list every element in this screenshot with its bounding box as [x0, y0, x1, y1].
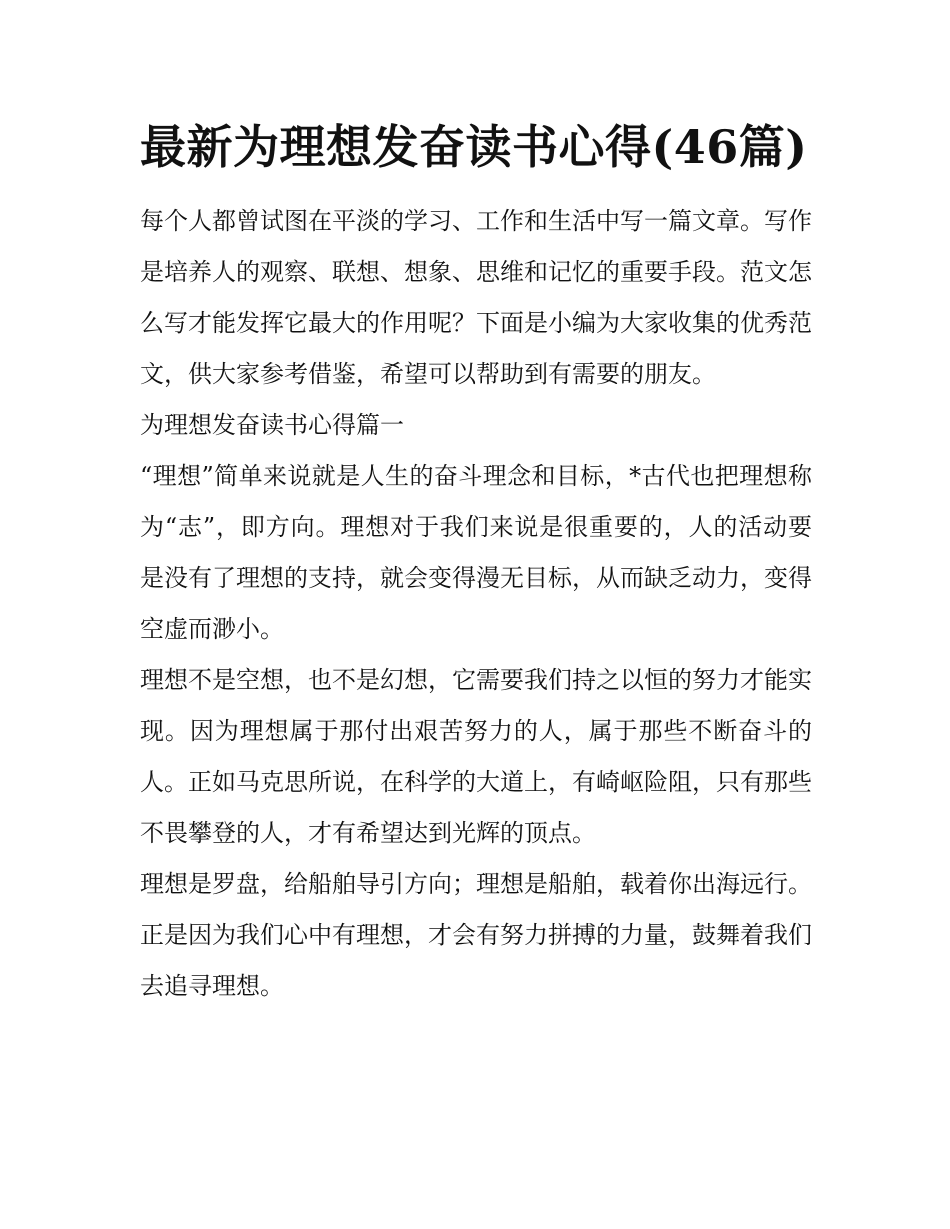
- body-paragraph: “理想”简单来说就是人生的奋斗理念和目标，*古代也把理想称为“志”，即方向。理想对于我们来说是很重要的，人的活动要是没有了理想的支持，就会变得漫无目标，从而缺乏动力，变得空虚而渺小。: [140, 462, 812, 643]
- document-title: 最新为理想发奋读书心得(46篇): [140, 120, 808, 174]
- body-paragraph: 理想不是空想，也不是幻想，它需要我们持之以恒的努力才能实现。因为理想属于那付出艰苦努力的人，属于那些不断奋斗的人。正如马克思所说，在科学的大道上，有崎岖险阻，只有那些不畏攀登的人，才有希望达到光辉的顶点。: [140, 666, 812, 847]
- section-heading: 为理想发奋读书心得篇一: [140, 411, 404, 439]
- document-body: [140, 196, 812, 1012]
- document-page: [140, 112, 812, 1012]
- intro-paragraph: 每个人都曾试图在平淡的学习、工作和生活中写一篇文章。写作是培养人的观察、联想、想象、思维和记忆的重要手段。范文怎么写才能发挥它最大的作用呢？下面是小编为大家收集的优秀范文，供大家参考借鉴，希望可以帮助到有需要的朋友。: [140, 207, 812, 388]
- body-paragraph: 理想是罗盘，给船舶导引方向；理想是船舶，载着你出海远行。正是因为我们心中有理想，才会有努力拼搏的力量，鼓舞着我们去追寻理想。: [140, 870, 812, 1000]
